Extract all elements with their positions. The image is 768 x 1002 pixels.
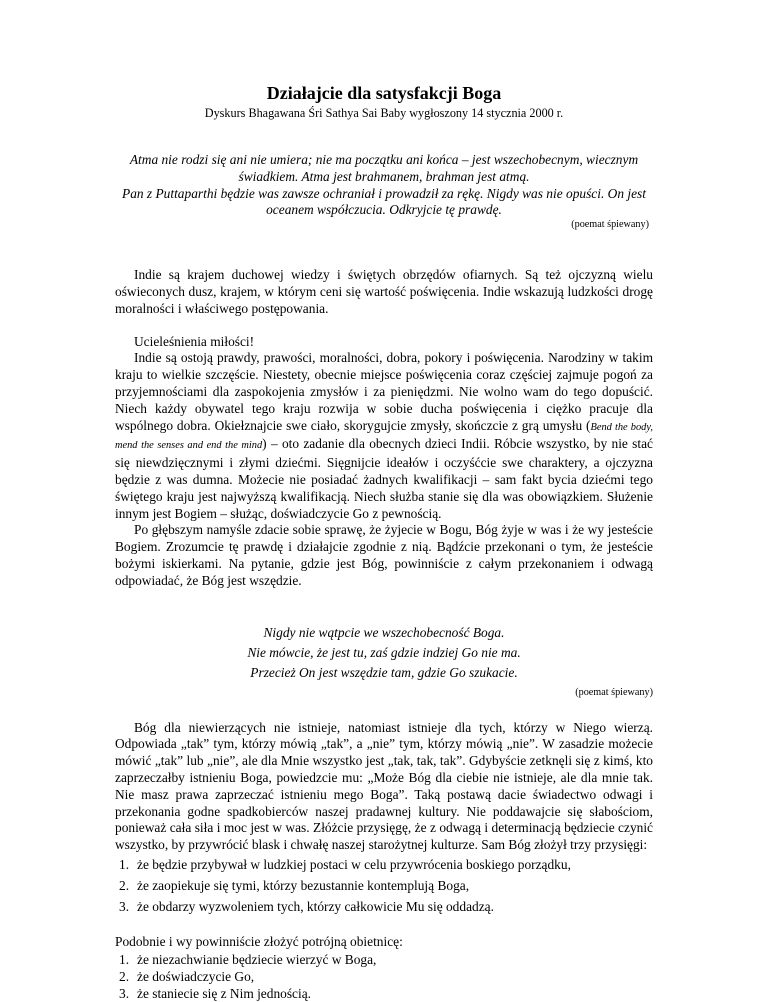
poem-line: Pan z Puttaparthi będzie was zawsze ochraniał i prowadził za rękę. Nigdy was nie opuści. On jest oceanem współczucia. Odkryjcie tę prawdę. (122, 185, 646, 218)
poem-line: Nigdy nie wątpcie we wszechobecność Boga. (263, 624, 505, 640)
list-text: że doświadczycie Go, (137, 968, 255, 984)
paragraph-believers: Bóg dla niewierzących nie istnieje, natomiast istnieje dla tych, którzy w Niego wierzą. Odpowiada „tak” tym, którzy mówią „tak”, a „nie” tym, którzy mówią „nie”. W zasadzie możecie mówić „tak” lub „nie”, ale dla Mnie wszystko jest „tak, tak, tak”. Gdybyście zetknęli się z kimś, kto zaprzeczałby istnieniu Boga, powiedzcie mu: „Może Bóg dla ciebie nie istnieje, ale dla mnie tak. Nie masz prawa zaprzeczać istnieniu mego Boga”. Taką postawą dacie świadectwo odwagi i przekonania godne spadkobierców naszej pradawnej kultury. Nie poddawajcie się słabościom, ponieważ cała siła i moc jest w was. Złóżcie przysięgę, że z odwagą i determinacją będziecie czynić wszystko, by przywrócić blask i chwałę naszej starożytnej kulturze. Sam Bóg złożył trzy przysięgi: (115, 719, 653, 853)
list-item (115, 875, 653, 896)
opening-poem (115, 152, 653, 231)
sung-poem (115, 623, 653, 703)
list-text: że będzie przybywał w ludzkiej postaci w celu przywrócenia boskiego porządku, (137, 856, 571, 872)
poem-line: Przecież On jest wszędzie tam, gdzie Go szukacie. (250, 664, 518, 680)
document-subtitle: Dyskurs Bhagawana Śri Sathya Sai Baby wygłoszony 14 stycznia 2000 r. (204, 106, 564, 120)
list-item (115, 896, 653, 917)
english-quote: Bend the body, mend the senses and end the mind (115, 421, 653, 452)
oaths-list (115, 854, 653, 917)
paragraph-text: ) – oto zadanie dla obecnych dzieci Indii. Róbcie wszystko, by nie stać się niewdzięcznymi i złymi dziećmi. Sięgnijcie ideałów i oczyśćcie swe charaktery, a ojczyzna będzie z was dumna. Możecie nie posiadać żadnych kwalifikacji – sam fakt bycia dziećmi tego świętego kraju jest najwyższą kwalifikacją. Niech służba stanie się dla was obowiązkiem. Służenie innym jest Bogiem – służąc, doświadczycie Go z pewnością. (115, 436, 653, 521)
list-text: że obdarzy wyzwoleniem tych, którzy całkowicie Mu się oddadzą. (137, 898, 494, 914)
list-number: 2. (119, 968, 130, 984)
list-item (115, 854, 653, 875)
list-number: 3. (119, 985, 130, 1001)
poem-credit: (poemat śpiewany) (575, 686, 653, 698)
poem-line: Nie mówcie, że jest tu, zaś gdzie indziej Go nie ma. (247, 644, 521, 660)
list-item (115, 951, 653, 968)
list-text: że staniecie się z Nim jednością. (137, 985, 312, 1001)
list-number: 1. (119, 856, 130, 872)
paragraph-text: Indie są ostoją prawdy, prawości, moralności, dobra, pokory i poświęcenia. Narodziny w takim kraju to wielkie szczęście. Niestety, obecnie miejsce poświęcenia coraz częściej zajmuje pogoń za przyjemnościami dla zaspokojenia zmysłów i za pieniędzmi. Nie wolno wam do tego dopuścić. Niech każdy obywatel tego kraju rozwija w sobie ducha poświęcenia i ciężko pracuje dla wspólnego dobra. Okiełznajcie swe ciało, skorygujcie zmysły, skończcie z grą umysłu ( (115, 350, 653, 433)
list-item (115, 985, 653, 1002)
document-title: Działajcie dla satysfakcji Boga (266, 83, 502, 103)
paragraph-india: Indie są krajem duchowej wiedzy i świętych obrzędów ofiarnych. Są też ojczyzną wielu oświeconych dusz, krajem, w którym ceni się wartość poświęcenia. Indie wskazują ludzkości drogę moralności i właściwego postępowania. (115, 267, 653, 316)
paragraph-truth (115, 350, 653, 522)
paragraph-god-within: Po głębszym namyśle zdacie sobie sprawę, że żyjecie w Bogu, Bóg żyje w was i że wy jesteście Bogiem. Zrozumcie tę prawdę i działajcie zgodnie z nią. Bądźcie przekonani o tym, że jesteście bożymi iskierkami. Na pytanie, gdzie jest Bóg, powinniście z całym przekonaniem i odwagą odpowiadać, że Bóg jest wszędzie. (115, 522, 653, 588)
promises-list (115, 951, 653, 1002)
list-text: że niezachwianie będziecie wierzyć w Boga, (137, 951, 377, 967)
poem-line: Atma nie rodzi się ani nie umiera; nie ma początku ani końca – jest wszechobecnym, wiecznym świadkiem. Atma jest brahmanem, brahman jest atmą. (129, 152, 639, 184)
paragraph-promise-intro: Podobnie i wy powinniście złożyć potrójną obietnicę: (115, 933, 403, 949)
poem-credit: (poemat śpiewany) (571, 219, 649, 231)
list-text: że zaopiekuje się tymi, którzy bezustannie kontemplują Boga, (137, 877, 470, 893)
list-number: 3. (119, 898, 130, 914)
list-number: 1. (119, 951, 130, 967)
list-number: 2. (119, 877, 130, 893)
list-item (115, 968, 653, 985)
paragraph-salutation: Ucieleśnienia miłości! (134, 333, 255, 349)
